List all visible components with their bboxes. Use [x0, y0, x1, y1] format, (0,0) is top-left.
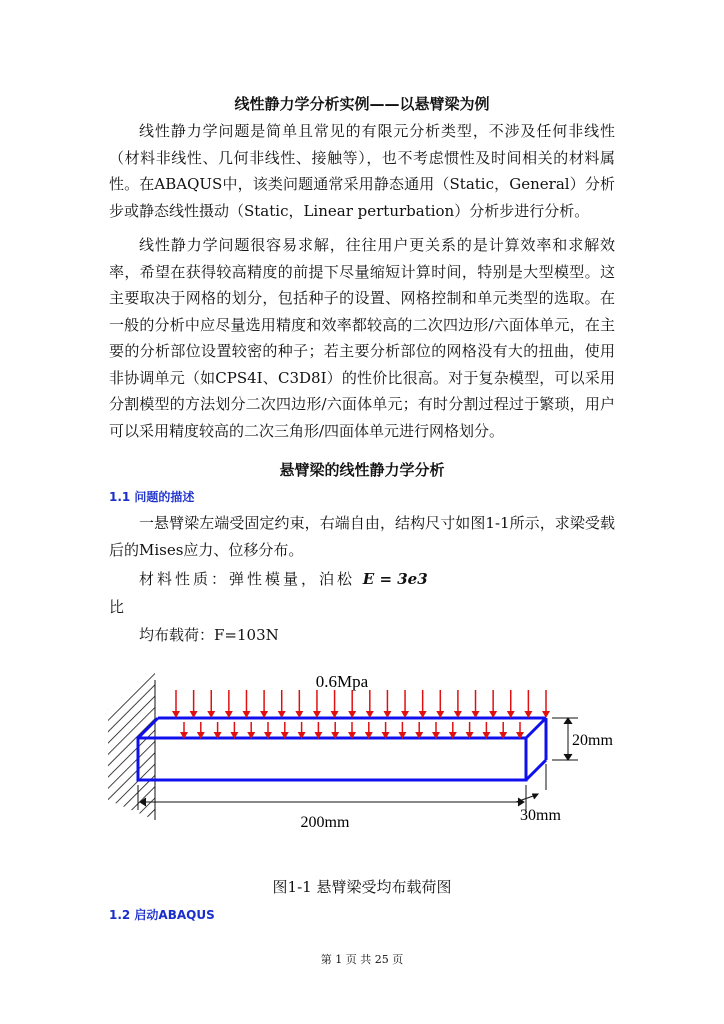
material-formula: E = 3e3 — [362, 570, 428, 588]
height-label: 20mm — [572, 732, 613, 749]
material-tail: 比 — [109, 598, 125, 616]
intro-paragraph-2 — [109, 232, 615, 444]
problem-text: 一悬臂梁左端受固定约束，右端自由，结构尺寸如图1-1所示，求梁受载后的Mises应力、位移分布。 — [109, 514, 615, 559]
page-title: 线性静力学分析实例——以悬臂梁为例 — [234, 95, 490, 113]
material-label: 材料性质：弹性模量，泊松 — [139, 570, 356, 588]
pressure-label: 0.6Mpa — [315, 672, 369, 691]
fixed-wall — [108, 668, 155, 820]
section-title: 悬臂梁的线性静力学分析 — [279, 461, 445, 479]
intro-text-2: 线性静力学问题很容易求解，往往用户更关系的是计算效率和求解效率，希望在获得较高精度的前提下尽量缩短计算时间，特别是大型模型。这主要取决于网格的划分，包括种子的设置、网格控制和单元类型的选取。在一般的分析中应尽量选用精度和效率都较高的二次四边形/六面体单元，在主要的分析部位设置较密的种子；若主要分析部位的网格没有大的扭曲，使用非协调单元（如CPS4I、C3D8I）的性价比很高。对于复杂模型，可以采用分割模型的方法划分二次四边形/六面体单元；有时分割过程过于繁琐，用户可以采用精度较高的二次三角形/四面体单元进行网格划分。 — [109, 236, 615, 440]
section-heading-1-1: 1.1 问题的描述 — [109, 490, 195, 504]
load-arrows-bottom — [180, 722, 524, 739]
section-heading-1-2: 1.2 启动ABAQUS — [109, 908, 215, 922]
intro-paragraph-1 — [109, 118, 615, 224]
material-line — [109, 568, 645, 589]
problem-paragraph — [109, 510, 615, 563]
figure-caption: 图1-1 悬臂梁受均布载荷图 — [272, 878, 452, 896]
intro-text-1: 线性静力学问题是简单且常见的有限元分析类型，不涉及任何非线性（材料非线性、几何非线性、接触等），也不考虑惯性及时间相关的材料属性。在ABAQUS中，该类问题通常采用静态通用（Static，General）分析步或静态线性摄动（Static，Linear perturbation）分析步进行分析。 — [109, 122, 615, 220]
cantilever-figure — [100, 660, 613, 840]
length-label: 200mm — [300, 814, 350, 831]
page-footer: 第 1 页 共 25 页 — [320, 953, 404, 966]
width-dimension — [516, 764, 546, 802]
beam — [138, 718, 546, 780]
length-dimension — [138, 785, 526, 810]
load-arrows-top — [172, 690, 550, 718]
width-label: 30mm — [520, 807, 561, 824]
load-line: 均布载荷：F=103N — [139, 626, 279, 644]
